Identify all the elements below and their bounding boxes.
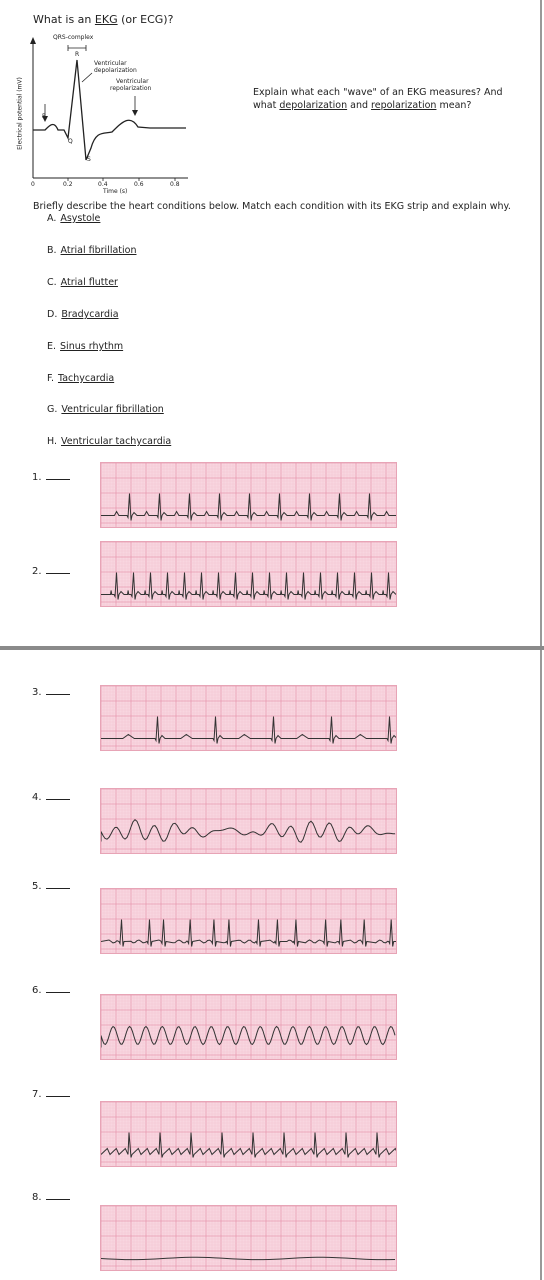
instructions: Briefly describe the heart conditions below. Match each condition with its EKG strip and explain why. xyxy=(33,201,511,212)
vent-repol-label-1: Ventricular xyxy=(116,78,149,85)
condition-c: C. Atrial flutter xyxy=(47,277,118,288)
ekg-trace-line xyxy=(101,919,396,946)
strip-graph xyxy=(101,789,396,853)
answer-blank[interactable] xyxy=(46,564,70,574)
strip-number-2: 2. xyxy=(32,564,70,577)
answer-blank[interactable] xyxy=(46,1190,70,1200)
explain-question xyxy=(253,86,523,112)
question-title xyxy=(33,13,173,26)
ekg-strip-7 xyxy=(100,1101,397,1167)
vent-depol-label-1: Ventricular xyxy=(94,60,127,67)
ekg-trace-line xyxy=(101,1132,396,1157)
strip-graph xyxy=(101,1206,396,1270)
strip-number-4: 4. xyxy=(32,790,70,803)
condition-link[interactable]: Bradycardia xyxy=(61,309,119,320)
ekg-link[interactable]: EKG xyxy=(94,13,118,26)
strip-graph xyxy=(101,463,396,527)
q-label: Q xyxy=(68,138,73,145)
answer-blank[interactable] xyxy=(46,879,70,889)
ekg-strip-2 xyxy=(100,541,397,607)
s-label: S xyxy=(87,156,91,163)
ekg-trace-line xyxy=(101,493,396,520)
x-tick-3: 0.6 xyxy=(134,181,144,188)
condition-link[interactable]: Tachycardia xyxy=(57,373,115,384)
condition-a: A. Asystole xyxy=(47,213,101,224)
ekg-trace-line xyxy=(101,716,396,743)
strip-number-1: 1. xyxy=(32,470,70,483)
ekg-strip-4 xyxy=(100,788,397,854)
strip-number-8: 8. xyxy=(32,1190,70,1203)
answer-blank[interactable] xyxy=(46,470,70,480)
condition-h: H. Ventricular tachycardia xyxy=(47,436,172,447)
condition-e: E. Sinus rhythm xyxy=(47,341,124,352)
y-axis-arrow xyxy=(30,37,36,44)
answer-blank[interactable] xyxy=(46,983,70,993)
worksheet-page-2 xyxy=(0,650,542,1280)
strip-number-3: 3. xyxy=(32,685,70,698)
title-prefix: What is an xyxy=(33,13,92,26)
condition-link[interactable]: Asystole xyxy=(60,213,101,224)
condition-b: B. Atrial fibrillation xyxy=(47,245,137,256)
condition-link[interactable]: Atrial flutter xyxy=(60,277,118,288)
condition-d: D. Bradycardia xyxy=(47,309,119,320)
repolarization-link[interactable]: repolarization xyxy=(371,100,437,111)
x-tick-0: 0 xyxy=(31,181,35,188)
ekg-trace-line xyxy=(101,572,396,599)
condition-link[interactable]: Sinus rhythm xyxy=(60,341,124,352)
depolarization-link[interactable]: depolarization xyxy=(279,100,348,111)
vent-depol-label-2: depolarization xyxy=(94,67,137,74)
ekg-strip-6 xyxy=(100,994,397,1060)
ekg-strip-5 xyxy=(100,888,397,954)
strip-graph xyxy=(101,686,396,750)
explain-line-1: Explain what each "wave" of an EKG measures? And xyxy=(253,87,503,98)
strip-number-5: 5. xyxy=(32,879,70,892)
condition-f: F. Tachycardia xyxy=(47,373,115,384)
r-label: R xyxy=(75,51,80,58)
strip-number-7: 7. xyxy=(32,1087,70,1100)
depol-arrow xyxy=(82,73,92,82)
explain-line-2: what depolarization and repolarization mean? xyxy=(253,100,472,111)
answer-blank[interactable] xyxy=(46,790,70,800)
x-tick-2: 0.4 xyxy=(98,181,108,188)
strip-graph xyxy=(101,542,396,606)
qrs-label: QRS-complex xyxy=(53,34,94,41)
p-label: P xyxy=(42,113,46,120)
x-axis-label: Time (s) xyxy=(103,188,128,195)
vent-repol-label-2: repolarization xyxy=(110,85,152,92)
strip-number-6: 6. xyxy=(32,983,70,996)
answer-blank[interactable] xyxy=(46,685,70,695)
strip-graph xyxy=(101,889,396,953)
strip-graph xyxy=(101,995,396,1059)
y-axis-label: Electrical potential (mV) xyxy=(16,77,24,150)
ekg-strip-1 xyxy=(100,462,397,528)
x-tick-4: 0.8 xyxy=(170,181,180,188)
x-tick-1: 0.2 xyxy=(63,181,73,188)
condition-link[interactable]: Ventricular fibrillation xyxy=(61,404,164,415)
answer-blank[interactable] xyxy=(46,1087,70,1097)
condition-g: G. Ventricular fibrillation xyxy=(47,404,164,415)
ekg-trace xyxy=(33,60,186,160)
title-suffix: (or ECG)? xyxy=(121,13,174,26)
ekg-diagram-svg xyxy=(0,30,220,198)
ekg-strip-3 xyxy=(100,685,397,751)
ekg-strip-8 xyxy=(100,1205,397,1271)
strip-graph xyxy=(101,1102,396,1166)
ekg-diagram xyxy=(0,30,220,198)
condition-link[interactable]: Atrial fibrillation xyxy=(60,245,137,256)
condition-link[interactable]: Ventricular tachycardia xyxy=(61,436,172,447)
